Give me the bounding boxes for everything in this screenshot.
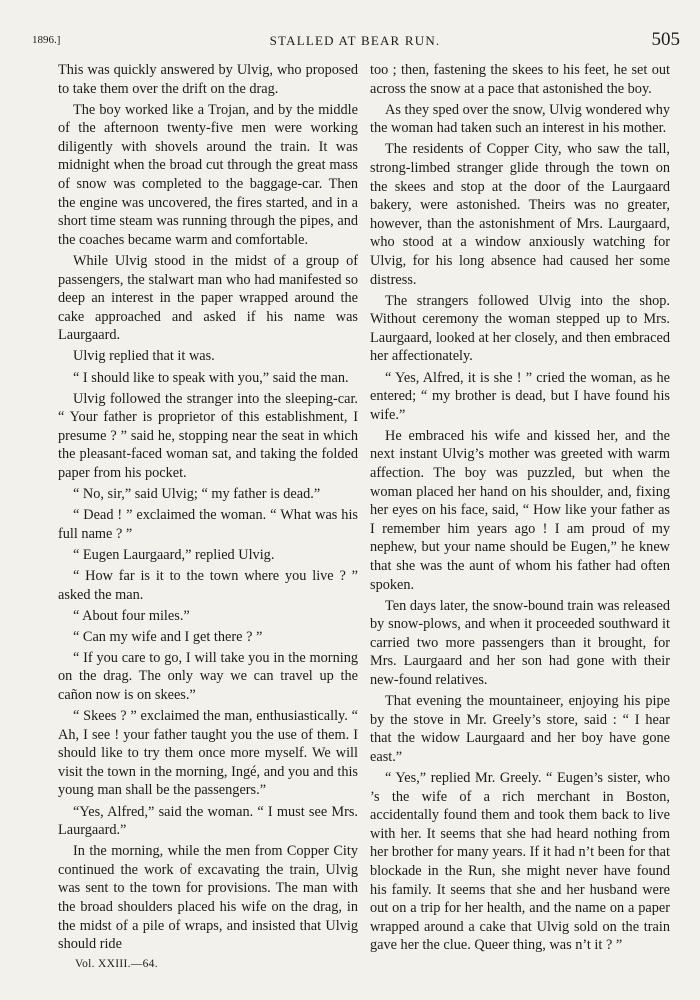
page-number: 505 — [651, 29, 680, 50]
paragraph: Ulvig followed the stranger into the sleeping-car. “ Your father is proprietor of this establishment, I presume ? ” said he, stopping near the seat in which the pleasant-faced woman sat, and taking the folded paper from his pocket. — [58, 390, 358, 481]
paragraph: “ Skees ? ” exclaimed the man, enthusiastically. “ Ah, I see ! your father taught you the use of them. I should like to try them once more myself. We will visit the town in the morning, Ingé, and you and this young man shall be the passengers.” — [58, 708, 358, 799]
paragraph: In the morning, while the men from Copper City continued the work of excavating the train, Ulvig was sent to the town for provisions. The man with the broad shoulders placed his wife on the drag, in the midst of a pile of wraps, and insisted that Ulvig should ride — [58, 843, 358, 953]
paragraph: “ Eugen Laurgaard,” replied Ulvig. — [73, 546, 275, 563]
paragraph: “ About four miles.” — [73, 607, 190, 624]
right-column — [370, 61, 670, 957]
footer-volume: Vol. XXIII.—64. — [75, 958, 158, 970]
running-header — [30, 30, 680, 50]
paragraph: “ Yes, Alfred, it is she ! ” cried the woman, as he entered; “ my brother is dead, but I have found his wife.” — [370, 369, 670, 423]
paragraph: The boy worked like a Trojan, and by the middle of the afternoon twenty-five men were working diligently with shovels around the train. It was midnight when the broad cut through the great mass of snow was completed to the baggage-car. Then the engine was uncovered, the fires started, and in a short time steam was running through the pipes, and the coaches became warm and comfortable. — [58, 101, 358, 248]
paragraph: That evening the mountaineer, enjoying his pipe by the stove in Mr. Greely’s store, said : “ I hear that the widow Laurgaard and her boy have gone east.” — [370, 693, 670, 765]
paragraph: “ I should like to speak with you,” said the man. — [73, 369, 349, 386]
paragraph: “ If you care to go, I will take you in the morning on the drag. The only way we can travel up the cañon now is on skees.” — [58, 649, 358, 703]
header-title: STALLED AT BEAR RUN. — [269, 33, 441, 48]
paragraph: The residents of Copper City, who saw the tall, strong-limbed stranger glide through the town on the skees and stop at the door of the Laurgaard bakery, were astonished. Theirs was no greater, however, than the astonishment of Mrs. Laurgaard, who stood at a window anxiously watching for Ulvig, for his long absence had caused her some distress. — [370, 141, 670, 288]
paragraph: “ Dead ! ” exclaimed the woman. “ What was his full name ? ” — [58, 507, 358, 542]
paragraph: “Yes, Alfred,” said the woman. “ I must see Mrs. Laurgaard.” — [58, 803, 358, 839]
header-date: 1896.] — [32, 34, 61, 46]
paragraph: “ No, sir,” said Ulvig; “ my father is dead.” — [73, 486, 321, 503]
paragraph: Ten days later, the snow-bound train was released by snow-plows, and when it proceeded southward it carried two more passengers than it brought, for Mrs. Laurgaard and her son had gone with their new-found relatives. — [370, 597, 670, 688]
left-column — [58, 61, 358, 956]
paragraph: He embraced his wife and kissed her, and the next instant Ulvig’s mother was greeted with warm affection. The boy was puzzled, but when the woman placed her hand on his shoulder, and, fixing her eyes on his face, said, “ How like your father as I remember him years ago ! I am proud of my nephew, but your name should be Eugen,” he knew that she was the aunt of whom his father had often spoken. — [370, 427, 670, 593]
paragraph: While Ulvig stood in the midst of a group of passengers, the stalwart man who had manifested so deep an interest in the paper wrapped around the cake approached and asked if his name was Laurgaard. — [58, 252, 358, 344]
paragraph: Ulvig replied that it was. — [73, 348, 215, 365]
paragraph: “ How far is it to the town where you live ? ” asked the man. — [58, 567, 358, 603]
paragraph: “ Can my wife and I get there ? ” — [73, 628, 263, 645]
paragraph: too ; then, fastening the skees to his feet, he set out across the snow at a pace that astonished the boy. — [370, 62, 670, 97]
paragraph: This was quickly answered by Ulvig, who proposed to take them over the drift on the drag. — [58, 62, 358, 97]
paragraph: The strangers followed Ulvig into the shop. Without ceremony the woman stepped up to Mrs. Laurgaard, looked at her closely, and then embraced her affectionately. — [370, 292, 670, 365]
paragraph: “ Yes,” replied Mr. Greely. “ Eugen’s sister, who ’s the wife of a rich merchant in Boston, accidentally found them and took them back to live with her. It seems that she had heard nothing from her brother for many years. If it had n’t been for that blockade in the Run, she might never have found his family. It seems that she and her husband were out on a trip for her health, and the name on a paper wrapped around a cake that Ulvig sold on the train gave her the clue. Queer thing, was n’t it ? ” — [370, 769, 670, 954]
paragraph: As they sped over the snow, Ulvig wondered why the woman had taken such an interest in his mother. — [370, 101, 670, 137]
